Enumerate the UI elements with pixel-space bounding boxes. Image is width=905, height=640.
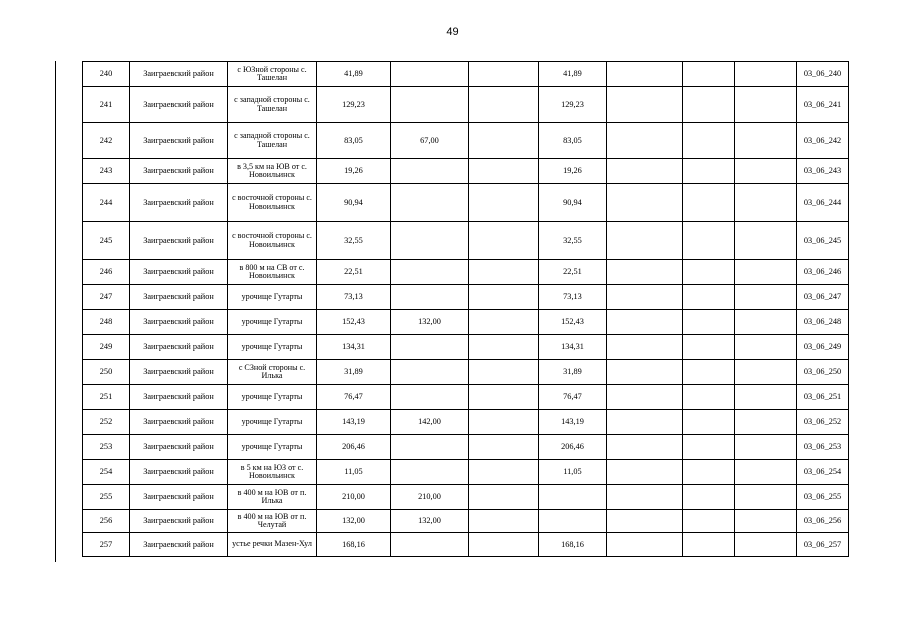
total-area-cell: 11,05 — [317, 460, 391, 485]
row-number-cell: 254 — [83, 460, 130, 485]
area-cell-2 — [391, 159, 469, 184]
area-cell-3 — [469, 87, 539, 123]
area-cell-7 — [735, 62, 797, 87]
area-cell-3 — [469, 510, 539, 533]
district-cell: Заиграевский район — [130, 62, 228, 87]
area-cell-4: 31,89 — [539, 360, 607, 385]
area-cell-3 — [469, 159, 539, 184]
area-cell-3 — [469, 360, 539, 385]
district-cell: Заиграевский район — [130, 285, 228, 310]
area-cell-6 — [683, 485, 735, 510]
area-cell-3 — [469, 460, 539, 485]
location-cell: урочище Гутарты — [228, 410, 317, 435]
area-cell-2 — [391, 385, 469, 410]
area-cell-5 — [607, 62, 683, 87]
total-area-cell: 206,46 — [317, 435, 391, 460]
area-cell-5 — [607, 184, 683, 222]
table-row — [83, 460, 849, 485]
row-number-cell: 252 — [83, 410, 130, 435]
area-cell-6 — [683, 285, 735, 310]
area-cell-6 — [683, 533, 735, 557]
area-cell-2 — [391, 87, 469, 123]
total-area-cell: 90,94 — [317, 184, 391, 222]
table-row — [83, 184, 849, 222]
page-number: 49 — [446, 26, 459, 38]
table-row — [83, 485, 849, 510]
area-cell-7 — [735, 485, 797, 510]
area-cell-7 — [735, 460, 797, 485]
location-cell: урочище Гутарты — [228, 435, 317, 460]
total-area-cell: 19,26 — [317, 159, 391, 184]
register-table — [82, 61, 849, 557]
area-cell-5 — [607, 485, 683, 510]
area-cell-3 — [469, 62, 539, 87]
row-number-cell: 245 — [83, 222, 130, 260]
margin-line — [55, 61, 56, 562]
total-area-cell: 134,31 — [317, 335, 391, 360]
area-cell-5 — [607, 123, 683, 159]
table-row — [83, 159, 849, 184]
area-cell-4: 143,19 — [539, 410, 607, 435]
row-number-cell: 248 — [83, 310, 130, 335]
total-area-cell: 132,00 — [317, 510, 391, 533]
area-cell-4: 19,26 — [539, 159, 607, 184]
area-cell-4: 32,55 — [539, 222, 607, 260]
table-row — [83, 285, 849, 310]
area-cell-4: 152,43 — [539, 310, 607, 335]
district-cell: Заиграевский район — [130, 87, 228, 123]
area-cell-3 — [469, 385, 539, 410]
area-cell-4: 73,13 — [539, 285, 607, 310]
area-cell-2: 210,00 — [391, 485, 469, 510]
area-cell-6 — [683, 310, 735, 335]
total-area-cell: 41,89 — [317, 62, 391, 87]
code-cell: 03_06_256 — [797, 510, 849, 533]
area-cell-4: 90,94 — [539, 184, 607, 222]
area-cell-7 — [735, 533, 797, 557]
row-number-cell: 244 — [83, 184, 130, 222]
code-cell: 03_06_250 — [797, 360, 849, 385]
location-cell: урочище Гутарты — [228, 385, 317, 410]
area-cell-2 — [391, 222, 469, 260]
area-cell-2: 142,00 — [391, 410, 469, 435]
area-cell-6 — [683, 510, 735, 533]
area-cell-3 — [469, 335, 539, 360]
district-cell: Заиграевский район — [130, 410, 228, 435]
area-cell-7 — [735, 159, 797, 184]
area-cell-5 — [607, 260, 683, 285]
district-cell: Заиграевский район — [130, 385, 228, 410]
area-cell-4 — [539, 510, 607, 533]
table-row — [83, 510, 849, 533]
area-cell-6 — [683, 460, 735, 485]
code-cell: 03_06_251 — [797, 385, 849, 410]
location-cell: урочище Гутарты — [228, 335, 317, 360]
location-cell: урочище Гутарты — [228, 310, 317, 335]
code-cell: 03_06_247 — [797, 285, 849, 310]
area-cell-5 — [607, 310, 683, 335]
district-cell: Заиграевский район — [130, 533, 228, 557]
code-cell: 03_06_257 — [797, 533, 849, 557]
table-body — [83, 62, 849, 557]
total-area-cell: 152,43 — [317, 310, 391, 335]
area-cell-6 — [683, 222, 735, 260]
area-cell-4: 22,51 — [539, 260, 607, 285]
area-cell-5 — [607, 222, 683, 260]
area-cell-7 — [735, 87, 797, 123]
area-cell-7 — [735, 335, 797, 360]
code-cell: 03_06_249 — [797, 335, 849, 360]
area-cell-7 — [735, 510, 797, 533]
location-cell: с западной стороны с. Ташелан — [228, 123, 317, 159]
area-cell-2: 132,00 — [391, 310, 469, 335]
table-row — [83, 435, 849, 460]
area-cell-2: 67,00 — [391, 123, 469, 159]
area-cell-2 — [391, 260, 469, 285]
table-row — [83, 310, 849, 335]
area-cell-5 — [607, 385, 683, 410]
location-cell: с СЗной стороны с. Илька — [228, 360, 317, 385]
location-cell: с западной стороны с. Ташелан — [228, 87, 317, 123]
row-number-cell: 250 — [83, 360, 130, 385]
area-cell-5 — [607, 533, 683, 557]
code-cell: 03_06_240 — [797, 62, 849, 87]
code-cell: 03_06_254 — [797, 460, 849, 485]
district-cell: Заиграевский район — [130, 510, 228, 533]
area-cell-3 — [469, 285, 539, 310]
table-row — [83, 533, 849, 557]
area-cell-3 — [469, 123, 539, 159]
district-cell: Заиграевский район — [130, 485, 228, 510]
area-cell-2 — [391, 460, 469, 485]
code-cell: 03_06_243 — [797, 159, 849, 184]
area-cell-2 — [391, 184, 469, 222]
total-area-cell: 129,23 — [317, 87, 391, 123]
district-cell: Заиграевский район — [130, 159, 228, 184]
row-number-cell: 242 — [83, 123, 130, 159]
location-cell: устье речки Мазен-Хул — [228, 533, 317, 557]
area-cell-5 — [607, 410, 683, 435]
row-number-cell: 243 — [83, 159, 130, 184]
area-cell-5 — [607, 435, 683, 460]
area-cell-6 — [683, 360, 735, 385]
total-area-cell: 210,00 — [317, 485, 391, 510]
row-number-cell: 255 — [83, 485, 130, 510]
location-cell: в 800 м на СВ от с. Новоильинск — [228, 260, 317, 285]
area-cell-2 — [391, 435, 469, 460]
code-cell: 03_06_246 — [797, 260, 849, 285]
area-cell-6 — [683, 410, 735, 435]
area-cell-2 — [391, 360, 469, 385]
district-cell: Заиграевский район — [130, 435, 228, 460]
area-cell-3 — [469, 410, 539, 435]
area-cell-5 — [607, 460, 683, 485]
area-cell-2 — [391, 285, 469, 310]
area-cell-6 — [683, 123, 735, 159]
area-cell-5 — [607, 159, 683, 184]
area-cell-2 — [391, 335, 469, 360]
total-area-cell: 73,13 — [317, 285, 391, 310]
area-cell-4: 206,46 — [539, 435, 607, 460]
code-cell: 03_06_248 — [797, 310, 849, 335]
area-cell-7 — [735, 360, 797, 385]
district-cell: Заиграевский район — [130, 184, 228, 222]
location-cell: в 400 м на ЮВ от п. Челутай — [228, 510, 317, 533]
area-cell-4: 129,23 — [539, 87, 607, 123]
table-row — [83, 385, 849, 410]
total-area-cell: 31,89 — [317, 360, 391, 385]
table-row — [83, 335, 849, 360]
district-cell: Заиграевский район — [130, 360, 228, 385]
area-cell-6 — [683, 260, 735, 285]
code-cell: 03_06_244 — [797, 184, 849, 222]
area-cell-3 — [469, 533, 539, 557]
area-cell-7 — [735, 184, 797, 222]
location-cell: в 5 км на ЮЗ от с. Новоильинск — [228, 460, 317, 485]
area-cell-7 — [735, 123, 797, 159]
code-cell: 03_06_242 — [797, 123, 849, 159]
location-cell: в 400 м на ЮВ от п. Илька — [228, 485, 317, 510]
row-number-cell: 240 — [83, 62, 130, 87]
area-cell-3 — [469, 485, 539, 510]
area-cell-6 — [683, 435, 735, 460]
table-row — [83, 360, 849, 385]
row-number-cell: 249 — [83, 335, 130, 360]
table-row — [83, 410, 849, 435]
district-cell: Заиграевский район — [130, 222, 228, 260]
code-cell: 03_06_255 — [797, 485, 849, 510]
area-cell-6 — [683, 62, 735, 87]
area-cell-5 — [607, 87, 683, 123]
area-cell-5 — [607, 285, 683, 310]
area-cell-7 — [735, 410, 797, 435]
location-cell: в 3,5 км на ЮВ от с. Новоильинск — [228, 159, 317, 184]
row-number-cell: 257 — [83, 533, 130, 557]
code-cell: 03_06_253 — [797, 435, 849, 460]
area-cell-6 — [683, 335, 735, 360]
row-number-cell: 246 — [83, 260, 130, 285]
area-cell-3 — [469, 222, 539, 260]
area-cell-3 — [469, 310, 539, 335]
area-cell-4: 76,47 — [539, 385, 607, 410]
area-cell-7 — [735, 310, 797, 335]
district-cell: Заиграевский район — [130, 335, 228, 360]
district-cell: Заиграевский район — [130, 260, 228, 285]
total-area-cell: 168,16 — [317, 533, 391, 557]
area-cell-7 — [735, 222, 797, 260]
table-row — [83, 222, 849, 260]
row-number-cell: 253 — [83, 435, 130, 460]
row-number-cell: 251 — [83, 385, 130, 410]
area-cell-3 — [469, 435, 539, 460]
area-cell-4: 11,05 — [539, 460, 607, 485]
area-cell-5 — [607, 335, 683, 360]
total-area-cell: 143,19 — [317, 410, 391, 435]
code-cell: 03_06_245 — [797, 222, 849, 260]
area-cell-5 — [607, 360, 683, 385]
area-cell-7 — [735, 285, 797, 310]
area-cell-4: 168,16 — [539, 533, 607, 557]
area-cell-6 — [683, 385, 735, 410]
row-number-cell: 256 — [83, 510, 130, 533]
area-cell-2: 132,00 — [391, 510, 469, 533]
location-cell: с восточной стороны с. Новоильинск — [228, 222, 317, 260]
location-cell: с восточной стороны с. Новоильинск — [228, 184, 317, 222]
area-cell-2 — [391, 62, 469, 87]
district-cell: Заиграевский район — [130, 310, 228, 335]
district-cell: Заиграевский район — [130, 460, 228, 485]
table-row — [83, 87, 849, 123]
table-row — [83, 123, 849, 159]
area-cell-4: 83,05 — [539, 123, 607, 159]
row-number-cell: 247 — [83, 285, 130, 310]
total-area-cell: 32,55 — [317, 222, 391, 260]
table-row — [83, 62, 849, 87]
area-cell-4: 134,31 — [539, 335, 607, 360]
area-cell-2 — [391, 533, 469, 557]
code-cell: 03_06_252 — [797, 410, 849, 435]
area-cell-4 — [539, 485, 607, 510]
total-area-cell: 83,05 — [317, 123, 391, 159]
area-cell-6 — [683, 184, 735, 222]
table-row — [83, 260, 849, 285]
area-cell-3 — [469, 260, 539, 285]
area-cell-7 — [735, 435, 797, 460]
total-area-cell: 22,51 — [317, 260, 391, 285]
location-cell: урочище Гутарты — [228, 285, 317, 310]
area-cell-6 — [683, 159, 735, 184]
code-cell: 03_06_241 — [797, 87, 849, 123]
area-cell-6 — [683, 87, 735, 123]
area-cell-7 — [735, 385, 797, 410]
area-cell-7 — [735, 260, 797, 285]
district-cell: Заиграевский район — [130, 123, 228, 159]
area-cell-5 — [607, 510, 683, 533]
location-cell: с ЮЗной стороны с. Ташелан — [228, 62, 317, 87]
row-number-cell: 241 — [83, 87, 130, 123]
area-cell-3 — [469, 184, 539, 222]
total-area-cell: 76,47 — [317, 385, 391, 410]
area-cell-4: 41,89 — [539, 62, 607, 87]
